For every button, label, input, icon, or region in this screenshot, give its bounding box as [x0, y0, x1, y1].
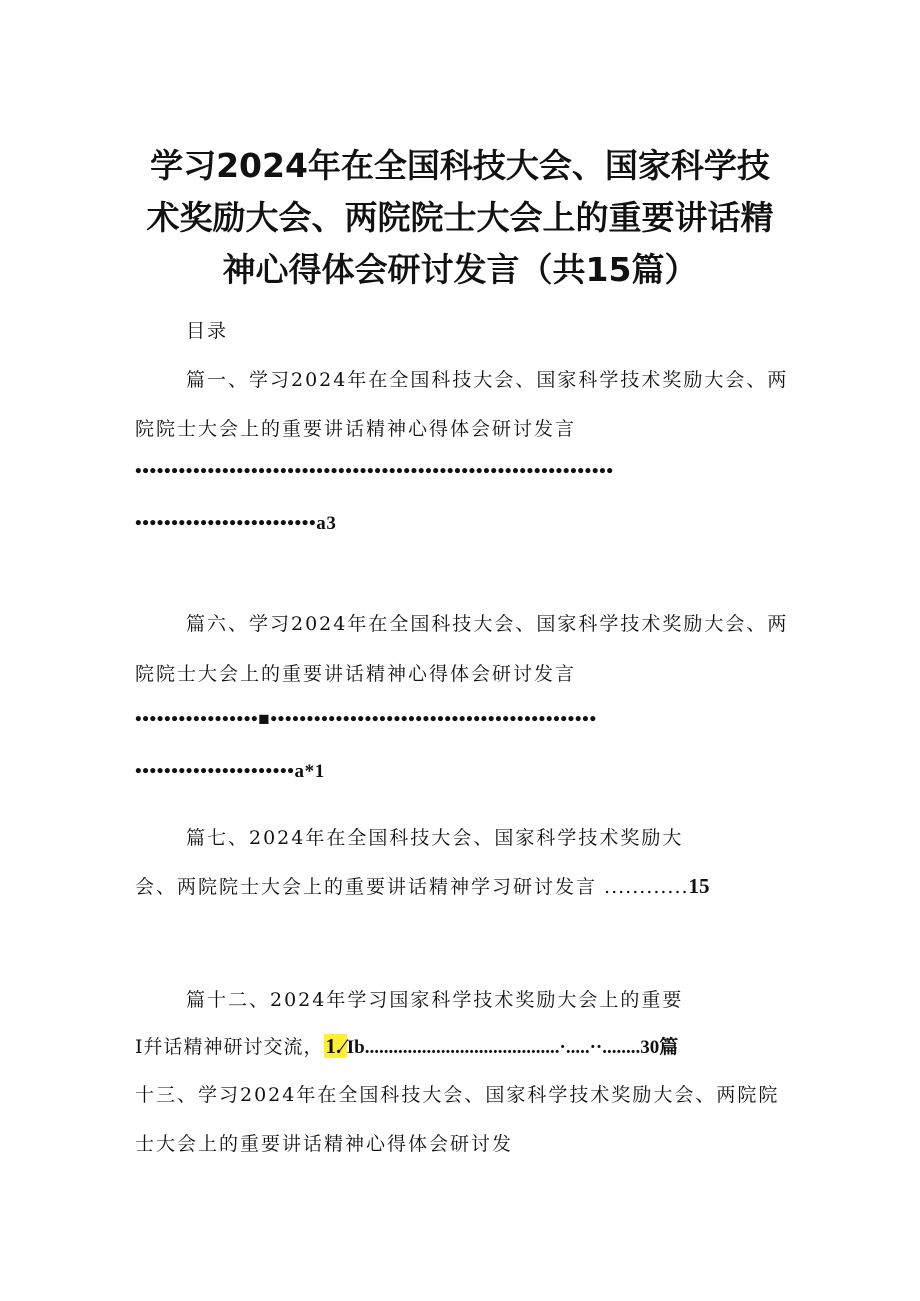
toc-entry-1-leader-2: •••••••••••••••••••••••••a3: [135, 513, 337, 534]
toc-entry-1-leader-1: ••••••••••••••••••••••••••••••••••••••••••••••••••••••••••••••••••: [135, 461, 614, 482]
toc-entry-1-line-1[interactable]: 篇一、学习2024年在全国科技大会、国家科学技术奖励大会、两: [186, 369, 789, 391]
toc-entry-3-text: 会、两院院士大会上的重要讲话精神学习研讨发言: [135, 876, 598, 898]
title-line-2: 术奖励大会、两院院士大会上的重要讲话精: [146, 198, 774, 237]
toc-entry-3-line-1[interactable]: 篇七、2024年在全国科技大会、国家科学技术奖励大: [186, 827, 684, 849]
toc-entry-2-leader-1: •••••••••••••••••■•••••••••••••••••••••••••••••••••••••••••••••: [135, 709, 597, 730]
toc-entry-4-highlight: 1.∕: [325, 1034, 345, 1058]
title-line-3: 神心得体会研讨发言（共15篇）: [222, 250, 698, 289]
document-title: [120, 140, 800, 296]
toc-entry-4-line-3[interactable]: 十三、学习2024年在全国科技大会、国家科学技术奖励大会、两院院: [135, 1084, 780, 1106]
toc-entry-3-leader: ............: [597, 876, 689, 898]
toc-entry-4-line-2[interactable]: [135, 1032, 678, 1059]
toc-entry-4-line-4[interactable]: 士大会上的重要讲话精神心得体会研讨发: [135, 1133, 514, 1155]
toc-entry-3-line-2[interactable]: [135, 872, 710, 899]
title-line-1: 学习2024年在全国科技大会、国家科学技: [150, 146, 770, 185]
toc-entry-4-rest: Ib.........................................·.....··........30篇: [346, 1037, 679, 1058]
toc-entry-2-leader-2: ••••••••••••••••••••••a*1: [135, 761, 325, 782]
toc-entry-1-line-2[interactable]: 院院士大会上的重要讲话精神心得体会研讨发言: [135, 418, 577, 440]
toc-entry-4-prefix: I幷话精神研讨交流，: [135, 1036, 324, 1058]
toc-entry-2-line-2[interactable]: 院院士大会上的重要讲话精神心得体会研讨发言: [135, 663, 577, 685]
toc-entry-2-line-1[interactable]: 篇六、学习2024年在全国科技大会、国家科学技术奖励大会、两: [186, 613, 789, 635]
toc-entry-3-page: 15: [688, 874, 710, 898]
toc-entry-4-line-1[interactable]: 篇十二、2024年学习国家科学技术奖励大会上的重要: [186, 989, 684, 1011]
toc-heading: 目录: [186, 320, 229, 342]
